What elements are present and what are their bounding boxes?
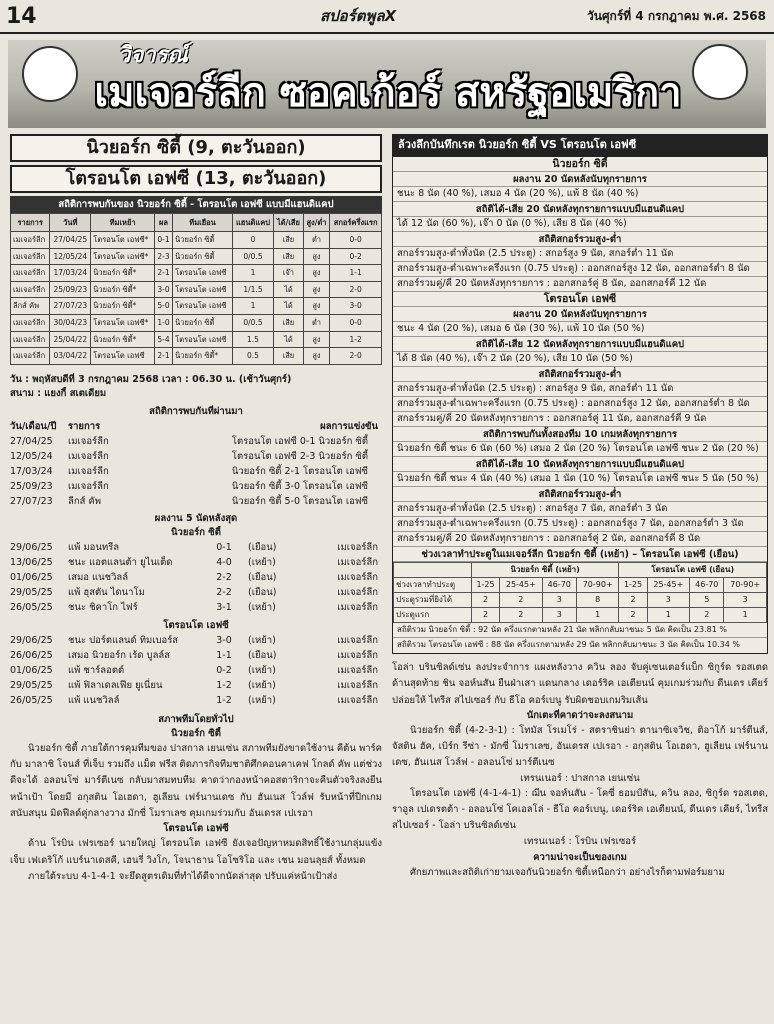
form-cell: (เยือน) [248,541,277,553]
timing-cell: 2 [619,593,647,608]
timing-cell: 3 [724,593,767,608]
h2h-cell: เสีย [274,314,304,331]
h2h-cell: นิวยอร์ก ซิตี้* [173,348,233,365]
recent-form-title: ผลงาน 5 นัดหลังสุด [154,512,238,524]
h2h-cell: 2-0 [330,348,382,365]
form-cell: 13/06/25 [10,556,53,568]
h2h-cell: เสีย [274,232,304,249]
past-result: นิวยอร์ก ซิตี้ 3-0 โตรอนโต เอฟซี [231,480,368,492]
goal-timing-title: ช่วงเวลาทำประตูในเมเจอร์ลีก นิวยอร์ก ซิตี้ (เหย้า) – โตรอนโต เอฟซี (เยือน) [393,547,767,562]
h2h-cell: นิวยอร์ก ซิตี้ [173,232,233,249]
h2h-cell: 0-1 [154,232,172,249]
form-cell: เมเจอร์ลีก [337,649,378,661]
h2h-cell: 0-2 [330,248,382,265]
away-lineup-intro: โอล่า บรินซิลด์เซ่น ลงประจำการ แผงหลังวาง ควิน ลอง จับคู่เซนเตอร์แบ็ก ซิกูร์ด รอสเตด ด้านสุดท้าย ชิน จอห์นสัน ยืนฝ่าเสา แดนกลาง เดอร์ริค เอเตียนน์ คุมเกมร่วมกับ ดีนเดร เคียร์ ปล่อยให้ ไทรีส สไปเซอร์ กับ ธีโอ คอร์เบนู รับผิดชอบเกมริมเส้น [392,662,768,706]
stats-line: สกอร์รวมคู่/คี่ 20 นัดหลังทุกรายการ : ออกสกอร์คู่ 2 นัด, ออกสกอร์คี่ 8 นัด [393,532,767,547]
h2h-header-cell: ทีมเยือน [173,214,233,232]
h2h-cell: เมเจอร์ลีก [11,281,50,298]
h2h-cell: นิวยอร์ก ซิตี้* [91,265,155,282]
status-away-tail: ภายใต้ระบบ 4-1-4-1 จะยึดสูตรเดิมที่ทำได้ดีจากนัดล่าสุด ปรับแค่หน้าเป้าส่ง [28,870,338,882]
timing-cell: 8 [576,593,619,608]
h2h-cell: ได้ [274,331,304,348]
right-column [392,134,768,881]
h2h-cell: 3-0 [330,298,382,315]
h2h-cell: ต่ำ [303,314,330,331]
h2h-row [11,298,382,315]
stats-section-head: สถิติได้-เสีย 20 นัดหลังทุกรายการแบบมีแฮนดิแคป [393,202,767,217]
h2h-cell: 25/04/22 [50,331,91,348]
timing-cell: 1 [724,608,767,623]
form-cell: เมเจอร์ลีก [337,634,378,646]
form-cell: 26/06/25 [10,649,53,661]
timing-away-team: โตรอนโต เอฟซี (เยือน) [619,563,767,578]
h2h-cell: 0 [232,232,273,249]
h2h-cell: 2-3 [154,248,172,265]
chance-text: ศักยภาพและสถิติเก่ายามเจอกันนิวยอร์ก ซิตี้เหนือกว่า อย่างไรก็ตามฟอร์มยาม [410,866,725,878]
headline-banner [8,40,766,128]
form-cell: แพ้ ชาร์ลอตต์ [68,664,125,676]
timing-cell: 46-70 [690,578,724,593]
status-away-text: ด้าน โรบิน เฟรเซอร์ นายใหญ่ โตรอนโต เอฟซี ยังเจอปัญหาหมดสิทธิ์ใช้งานกลุ่มแข้งเจ็บ เฟเดริโก้ แบร์นาเดสคี, เฮนรี่ วิงโก, โจนาธาน โอโซริโอ และ เชน มอนลุยส์ ทั้งหมด [10,838,382,866]
past-date: 25/09/23 [10,480,53,492]
chance-title: ความน่าจะเป็นของเกม [533,851,627,863]
h2h-header-cell: รายการ [11,214,50,232]
past-meetings-list [10,434,382,509]
form-cell: เมเจอร์ลีก [337,664,378,676]
h2h-cell: โตรอนโต เอฟซี [173,331,233,348]
past-meeting-row [10,494,382,509]
home-team-title: นิวยอร์ก ซิตี้ (9, ตะวันออก) [10,134,382,162]
form-cell: (เหย้า) [248,664,276,676]
status-home-name: นิวยอร์ก ซิตี้ [171,727,221,739]
form-row [10,663,382,678]
past-meeting-row [10,449,382,464]
stats-line: สกอร์รวมสูง-ต่ำทั้งนัด (2.5 ประตู) : สกอร์สูง 9 นัด, สกอร์ต่ำ 11 นัด [393,247,767,262]
timing-cell: 1 [647,608,690,623]
h2h-cell: 5-0 [154,298,172,315]
form-cell: (เยือน) [248,571,277,583]
match-datetime: วัน : พฤหัสบดีที่ 3 กรกฎาคม 2568 เวลา : 06.30 น. (เช้าวันศุกร์) [10,373,292,385]
form-cell: 29/05/25 [10,586,53,598]
past-result: นิวยอร์ก ซิตี้ 5-0 โตรอนโต เอฟซี [231,495,368,507]
form-cell: (เหย้า) [248,679,276,691]
form-cell: แพ้ มอนทรีล [68,541,120,553]
h2h-cell: 30/04/23 [50,314,91,331]
home-stats-name: นิวยอร์ก ซิตี้ [393,157,767,172]
timing-row [394,578,767,593]
past-competition: ลีกส์ คัพ [68,495,102,507]
banner-title: เมเจอร์ลีก ซอคเก้อร์ สหรัฐอเมริกา [94,70,682,116]
h2h-cell: นิวยอร์ก ซิตี้* [91,331,155,348]
form-away-name: โตรอนโต เอฟซี [163,619,229,631]
h2h-cell: 0.5 [232,348,273,365]
h2h-cell: โตรอนโต เอฟซี [91,348,155,365]
form-cell: 01/06/25 [10,571,53,583]
stats-line: นิวยอร์ก ซิตี้ ชนะ 6 นัด (60 %) เสมอ 2 นัด (20 %) โตรอนโต เอฟซี ชนะ 2 นัด (20 %) [393,442,767,457]
form-row [10,540,382,555]
timing-home-team: นิวยอร์ก ซิตี้ (เหย้า) [471,563,619,578]
form-cell: (เหย้า) [248,556,276,568]
timing-cell: 1-25 [619,578,647,593]
h2h-cell: 1-1 [330,265,382,282]
form-cell: 01/06/25 [10,664,53,676]
h2h-cell: 0-0 [330,232,382,249]
h2h-cell: เจ๊า [274,265,304,282]
form-cell: เมเจอร์ลีก [337,679,378,691]
form-home-list [10,540,382,615]
form-row [10,600,382,615]
brand-logo: สปอร์ตพูลX [320,7,397,25]
form-cell: 29/06/25 [10,541,53,553]
form-row [10,693,382,708]
past-date: 17/03/24 [10,465,53,477]
form-cell: (เยือน) [248,649,277,661]
form-cell: 26/05/25 [10,694,53,706]
h2h-cell: สูง [303,331,330,348]
stats-line: สกอร์รวมสูง-ต่ำเฉพาะครึ่งแรก (0.75 ประตู) : ออกสกอร์สูง 7 นัด, ออกสกอร์ต่ำ 3 นัด [393,517,767,532]
form-cell: เมเจอร์ลีก [337,586,378,598]
page-header [0,0,774,34]
h2h-row [11,232,382,249]
h2h-cell: 12/05/24 [50,248,91,265]
h2h-cell: ได้ [274,281,304,298]
h2h-cell: โตรอนโต เอฟซี* [91,314,155,331]
timing-row [394,593,767,608]
stats-section-head: สถิติสกอร์รวมสูง-ต่ำ [393,367,767,382]
form-cell: 26/05/25 [10,601,53,613]
stats-section-head: สถิติสกอร์รวมสูง-ต่ำ [393,487,767,502]
match-venue: สนาม : แยงกี้ สเตเดียม [10,387,107,399]
h2h-cell: เมเจอร์ลีก [11,314,50,331]
form-cell: 3-0 [216,634,232,646]
h2h-cell: โตรอนโต เอฟซี [173,281,233,298]
stats-line: ได้ 8 นัด (40 %), เจ๊า 2 นัด (20 %), เสีย 10 นัด (50 %) [393,352,767,367]
h2h-cell: นิวยอร์ก ซิตี้ [173,314,233,331]
h2h-cell: 0/0.5 [232,248,273,265]
past-meeting-row [10,479,382,494]
h2h-row [11,281,382,298]
h2h-cell: 1-0 [154,314,172,331]
h2h-header-cell: วันที่ [50,214,91,232]
stats-line: สกอร์รวมสูง-ต่ำเฉพาะครึ่งแรก (0.75 ประตู) : ออกสกอร์สูง 12 นัด, ออกสกอร์ต่ำ 8 นัด [393,262,767,277]
timing-cell: 2 [500,608,543,623]
h2h-cell: ต่ำ [303,232,330,249]
h2h-header-cell: ทีมเหย้า [91,214,155,232]
timing-cell: ช่วงเวลาทำประตู [394,578,472,593]
form-cell: แพ้ ฟิลาเดลเฟีย ยูเนี่ยน [68,679,163,691]
stats-line: ได้ 12 นัด (60 %), เจ๊า 0 นัด (0 %), เสีย 8 นัด (40 %) [393,217,767,232]
form-away-list [10,633,382,708]
form-row [10,678,382,693]
timing-cell: 5 [690,593,724,608]
h2h-header-cell: แฮนดิแคป [232,214,273,232]
form-cell: เมเจอร์ลีก [337,601,378,613]
h2h-row [11,265,382,282]
form-cell: 1-1 [216,649,232,661]
form-cell: 2-2 [216,571,232,583]
h2h-cell: เมเจอร์ลีก [11,348,50,365]
h2h-cell: 27/04/25 [50,232,91,249]
timing-cell: 2 [471,608,499,623]
past-meetings-header: วัน/เดือน/ปี รายการ ผลการแข่งขัน [10,420,378,432]
home-stats-sections [393,172,767,292]
timing-cell: 1-25 [471,578,499,593]
h2h-cell: 2-0 [330,281,382,298]
h2h-table [10,213,382,365]
form-row [10,585,382,600]
h2h-cell: สูง [303,248,330,265]
banner-subtitle: วิจารณ์ [118,43,188,68]
h2h-cell: เมเจอร์ลีก [11,248,50,265]
form-row [10,570,382,585]
past-meeting-row [10,434,382,449]
stats-line: สกอร์รวมคู่/คี่ 20 นัดหลังทุกรายการ : ออกสกอร์คู่ 11 นัด, ออกสกอร์คี่ 9 นัด [393,412,767,427]
h2h-cell: 3-0 [154,281,172,298]
team-status-title: สภาพทีมโดยทั่วไป [158,713,234,725]
form-cell: (เหย้า) [248,694,276,706]
goal-timing-table [393,562,767,623]
stats-line: ชนะ 4 นัด (20 %), เสมอ 6 นัด (30 %), แพ้ 10 นัด (50 %) [393,322,767,337]
form-cell: 29/05/25 [10,679,53,691]
past-meetings-title: สถิติการพบกันที่ผ่านมา [149,405,243,417]
status-home-text: นิวยอร์ก ซิตี้ ภายใต้การคุมทีมของ ปาสกาล เยนเซ่น สภาพทีมยังขาดใช้งาน คีต้น พาร์ค กับ มาลาชิ โจนส์ ที่เจ็บ รวมถึง แม็ต ฟรีส ติดภารกิจทีมชาติศึกคอนคาเคฟ โกลด์ คัพ แต่ช่วงดีจะได้ อลอนโซ่ มาร์ตีเนซ กลับมาสมทบทีม คาดว่ากองหน้าคอสตาริกาจะคืนตัวจริงลงยืนหน้าเป้า โดยมี อกุสติน โอเฮดา, ฮูเลียน เฟร์นานเดซ กับ ฮันเนส โวล์ฟ รับหน้าที่ปีกเกมสนับสนุน มิดฟีลด์คู่กลางวาง มักซี่ โมราเลซ คุมเกมร่วมกับ อันเดรส เปเรอา [10,742,382,819]
form-cell: 3-1 [216,601,232,613]
h2h-cell: 1-2 [330,331,382,348]
past-competition: เมเจอร์ลีก [68,450,109,462]
form-cell: เมเจอร์ลีก [337,694,378,706]
stats-line: สกอร์รวมสูง-ต่ำเฉพาะครึ่งแรก (0.75 ประตู) : ออกสกอร์สูง 12 นัด, ออกสกอร์ต่ำ 8 นัด [393,397,767,412]
stats-title: ล้วงลึกบันทึกเรต นิวยอร์ก ซิตี้ VS โตรอนโต เอฟซี [392,134,768,156]
form-cell: 2-2 [216,586,232,598]
timing-row [394,608,767,623]
past-date: 12/05/24 [10,450,53,462]
issue-date: วันศุกร์ที่ 4 กรกฎาคม พ.ศ. 2568 [587,9,766,23]
h2h-cell: นิวยอร์ก ซิตี้* [91,281,155,298]
timing-cell: 2 [471,593,499,608]
past-date: 27/07/23 [10,495,53,507]
h2h-cell: 1 [232,298,273,315]
timing-cell: 2 [690,608,724,623]
form-cell: แพ้ ฮุสตัน ไดนาโม [68,586,145,598]
timing-note-away: สถิติรวม โตรอนโต เอฟซี : 88 นัด ครึ่งแรกตามหลัง 29 นัด พลิกกลับมาชนะ 3 นัด คิดเป็น 10.34 % [397,640,740,649]
stats-box [392,156,768,654]
form-cell: เมเจอร์ลีก [337,541,378,553]
h2h-cell: ลีกส์ คัพ [11,298,50,315]
timing-cell: 2 [500,593,543,608]
past-meeting-row [10,464,382,479]
stats-section-head: สถิติสกอร์รวมสูง-ต่ำ [393,232,767,247]
stats-line: ชนะ 8 นัด (40 %), เสมอ 4 นัด (20 %), แพ้ 8 นัด (40 %) [393,187,767,202]
timing-cell: 25-45+ [647,578,690,593]
h2h-table-title: สถิติการพบกันของ นิวยอร์ก ซิตี้ - โตรอนโต เอฟซี แบบมีแฮนดิแคป [10,196,382,213]
lineup-title: นักเตะที่คาดว่าจะลงสนาม [526,709,634,721]
blank-cell [394,563,472,578]
stats-line: สกอร์รวมสูง-ต่ำทั้งนัด (2.5 ประตู) : สกอร์สูง 7 นัด, สกอร์ต่ำ 3 นัด [393,502,767,517]
form-cell: (เยือน) [248,586,277,598]
h2h-row [11,314,382,331]
form-cell: ชนะ ปอร์ตแลนด์ ทิมเบอร์ส [68,634,179,646]
stats-line: สกอร์รวมสูง-ต่ำทั้งนัด (2.5 ประตู) : สกอร์สูง 9 นัด, สกอร์ต่ำ 11 นัด [393,382,767,397]
lineup-away-coach: เทรนเนอร์ : โรบิน เฟรเซอร์ [523,835,637,847]
h2h-cell: 03/04/22 [50,348,91,365]
h2h-cell: โตรอนโต เอฟซี [173,298,233,315]
h2h-cell: โตรอนโต เอฟซี [173,265,233,282]
h2h-cell: เมเจอร์ลีก [11,232,50,249]
stats-section-head: ผลงาน 20 นัดหลังนับทุกรายการ [393,172,767,187]
past-result: โตรอนโต เอฟซี 0-1 นิวยอร์ก ซิตี้ [231,435,368,447]
timing-cell: 1 [576,608,619,623]
form-cell: (เหย้า) [248,634,276,646]
timing-cell: 3 [647,593,690,608]
status-away-name: โตรอนโต เอฟซี [163,823,229,835]
page-number: 14 [6,4,37,29]
timing-cell: ประตูรวมที่ยิงได้ [394,593,472,608]
timing-cell: 46-70 [542,578,576,593]
stats-section-head: สถิติการพบกันทั้งสองทีม 10 เกมหลังทุกรายการ [393,427,767,442]
stats-section-head: สถิติได้-เสีย 12 นัดหลังทุกรายการแบบมีแฮนดิแคป [393,337,767,352]
h2h-cell: เสีย [274,248,304,265]
form-cell: 0-1 [216,541,232,553]
timing-cell: 25-45+ [500,578,543,593]
h2h-cell: 0-0 [330,314,382,331]
h2h-cell: 5-4 [154,331,172,348]
past-result: นิวยอร์ก ซิตี้ 2-1 โตรอนโต เอฟซี [231,465,368,477]
form-row [10,633,382,648]
h2h-row [11,248,382,265]
form-cell: ชนะ แอตแลนต้า ยูไนเต็ด [68,556,173,568]
stats-line: สกอร์รวมคู่/คี่ 20 นัดหลังทุกรายการ : ออกสกอร์คู่ 8 นัด, ออกสกอร์คี่ 12 นัด [393,277,767,292]
form-cell: 0-2 [216,664,232,676]
h2h-cell: โตรอนโต เอฟซี* [91,248,155,265]
stats-section-head: ผลงาน 20 นัดหลังนับทุกรายการ [393,307,767,322]
timing-cell: 70-90+ [576,578,619,593]
away-stats-name: โตรอนโต เอฟซี [393,292,767,307]
away-team-title: โตรอนโต เอฟซี (13, ตะวันออก) [10,165,382,193]
form-cell: เสมอ นิวยอร์ก เร้ด บูลล์ส [68,649,171,661]
past-competition: เมเจอร์ลีก [68,435,109,447]
form-cell: ชนะ ชิคาโก ไฟร์ [68,601,138,613]
lineup-home-coach: เทรนเนอร์ : ปาสกาล เยนเซ่น [520,772,640,784]
lineup-away: โตรอนโต เอฟซี (4-1-4-1) : ฌีน จอห์นสัน - โคซี่ ธอมป์สัน, ควิน ลอง, ซิกูร์ด รอสเตด, ราอูล เปเดรตต้า - อลอนโซ่ โคเอลโล่ - ธีโอ คอร์เบนู, เดอร์ริค เอเตียนน์, ดีนเดร เคียร์, ไทรีส สไปเซอร์ - โอล่า บรินซิลด์เซ่น [392,787,768,832]
h2h-cell: นิวยอร์ก ซิตี้* [91,298,155,315]
h2h-cell: 2-1 [154,348,172,365]
form-cell: 29/06/25 [10,634,53,646]
timing-cell: 3 [542,593,576,608]
h2h-cell: 1/1.5 [232,281,273,298]
h2h-cell: สูง [303,298,330,315]
h2h-cell: 27/07/23 [50,298,91,315]
h2h-row [11,348,382,365]
form-cell: เมเจอร์ลีก [337,571,378,583]
lineup-home: นิวยอร์ก ซิตี้ (4-2-3-1) : โทมัส โรเมโร่ - สตราชินย่า ตานาซิเจวิช, ติอาโก้ มาร์ตีนส์, จัสติน ฮัค, เบิร์ก รีซ่า - มักซี่ โมราเลซ, อันเดรส เปเรอา - อกุสติน โอเฮดา, ฮูเลียน เฟร์นานเดซ, ฮันเนส โวล์ฟ - อลอนโซ่ มาร์ตีเนซ [392,724,768,769]
h2h-cell: เมเจอร์ลีก [11,265,50,282]
h2h-row [11,331,382,348]
timing-cell: ประตูแรก [394,608,472,623]
h2h-cell: ได้ [274,298,304,315]
h2h-header-cell: ผล [154,214,172,232]
h2h-cell: โตรอนโต เอฟซี* [91,232,155,249]
timing-cell: 70-90+ [724,578,767,593]
h2h-cell: 17/03/24 [50,265,91,282]
past-competition: เมเจอร์ลีก [68,465,109,477]
stats-section-head: สถิติได้-เสีย 10 นัดหลังทุกรายการแบบมีแฮนดิแคป [393,457,767,472]
h2h-cell: เมเจอร์ลีก [11,331,50,348]
form-cell: 1-2 [216,679,232,691]
h2h-header-cell: ได้/เสีย [274,214,304,232]
timing-cell: 2 [619,608,647,623]
h2h-cell: นิวยอร์ก ซิตี้ [173,248,233,265]
h2h-cell: 1 [232,265,273,282]
form-row [10,555,382,570]
h2h-cell: 25/09/23 [50,281,91,298]
form-row [10,648,382,663]
past-result: โตรอนโต เอฟซี 2-3 นิวยอร์ก ซิตี้ [231,450,368,462]
form-cell: แพ้ แนชวิลล์ [68,694,120,706]
timing-note-home: สถิติรวม นิวยอร์ก ซิตี้ : 92 นัด ครึ่งแรกตามหลัง 21 นัด พลิกกลับมาชนะ 5 นัด คิดเป็น 23.81 % [393,623,767,638]
past-competition: เมเจอร์ลีก [68,480,109,492]
form-cell: 1-2 [216,694,232,706]
form-cell: เสมอ แนชวิลล์ [68,571,129,583]
form-cell: (เหย้า) [248,601,276,613]
away-stats-sections [393,307,767,547]
h2h-cell: สูง [303,348,330,365]
h2h-cell: เสีย [274,348,304,365]
timing-cell: 3 [542,608,576,623]
h2h-cell: 0/0.5 [232,314,273,331]
left-column [10,134,382,885]
form-cell: 4-0 [216,556,232,568]
h2h-header-cell: สูง/ต่ำ [303,214,330,232]
h2h-cell: 1.5 [232,331,273,348]
stats-line: นิวยอร์ก ซิตี้ ชนะ 4 นัด (40 %) เสมอ 1 นัด (10 %) โตรอนโต เอฟซี ชนะ 5 นัด (50 %) [393,472,767,487]
h2h-cell: สูง [303,281,330,298]
past-date: 27/04/25 [10,435,53,447]
h2h-cell: 2-1 [154,265,172,282]
h2h-header-cell: สกอร์ครึ่งแรก [330,214,382,232]
form-home-name: นิวยอร์ก ซิตี้ [171,526,221,538]
h2h-cell: สูง [303,265,330,282]
form-cell: เมเจอร์ลีก [337,556,378,568]
